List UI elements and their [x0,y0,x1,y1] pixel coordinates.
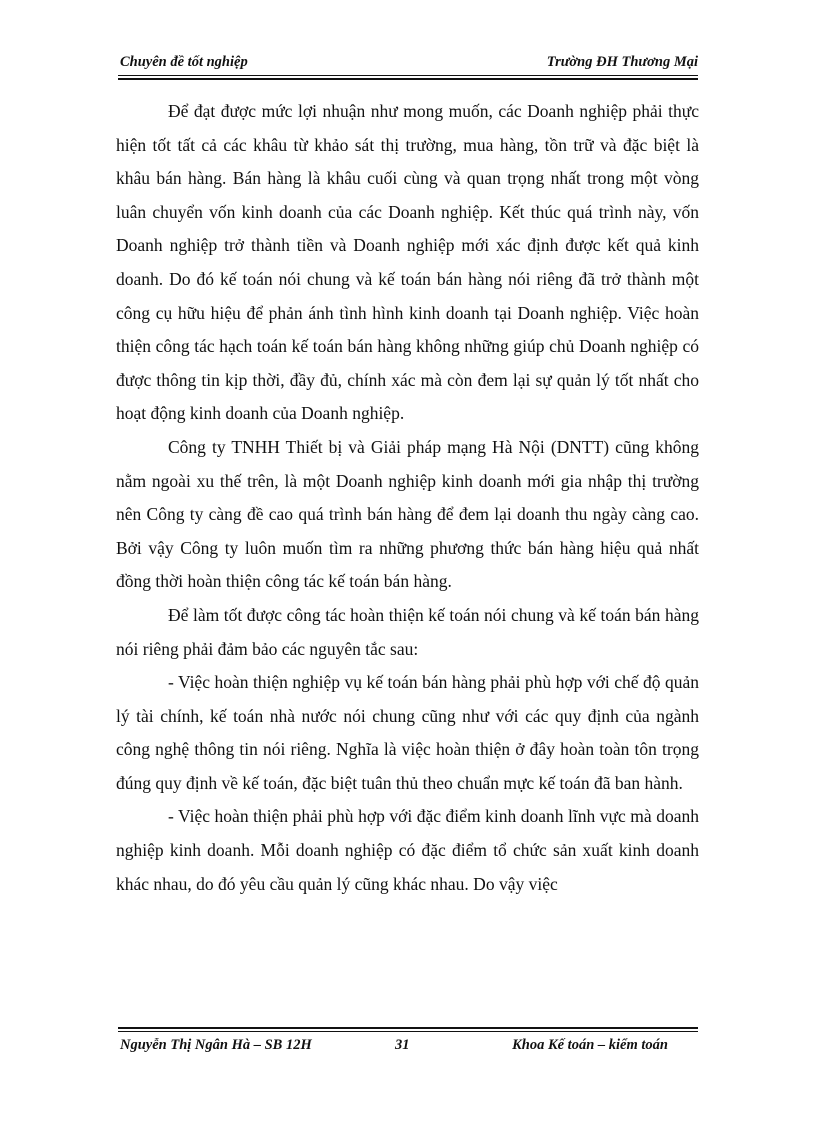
paragraph-2: Công ty TNHH Thiết bị và Giải pháp mạng Hà Nội (DNTT) cũng không nằm ngoài xu thế trên, là một Doanh nghiệp kinh doanh mới gia nhập thị trường nên Công ty càng đề cao quá trình bán hàng để đem lại doanh thu ngày càng cao. Bởi vậy Công ty luôn muốn tìm ra những phương thức bán hàng hiệu quả nhất đồng thời hoàn thiện công tác kế toán bán hàng. [116,436,699,592]
body-text [116,95,699,901]
footer-rule-thick [118,1027,698,1029]
footer-author: Nguyễn Thị Ngân Hà – SB 12H [120,1037,312,1053]
header-rule-thin [118,75,698,76]
page-number: 31 [395,1037,410,1053]
footer-department: Khoa Kế toán – kiểm toán [512,1037,668,1053]
paragraph-4: - Việc hoàn thiện nghiệp vụ kế toán bán hàng phải phù hợp với chế độ quản lý tài chính, kế toán nhà nước nói chung cũng như với các quy định của ngành công nghệ thông tin nói riêng. Nghĩa là việc hoàn thiện ở đây hoàn toàn tôn trọng đúng quy định về kế toán, đặc biệt tuân thủ theo chuẩn mực kế toán đã ban hành. [116,672,699,793]
header-right-title: Trường ĐH Thương Mại [546,54,698,70]
header-rule-thick [118,78,698,80]
footer-rule-thin [118,1031,698,1032]
paragraph-5: - Việc hoàn thiện phải phù hợp với đặc điểm kinh doanh lĩnh vực mà doanh nghiệp kinh doanh. Mỗi doanh nghiệp có đặc điểm tổ chức sản xuất kinh doanh khác nhau, do đó yêu cầu quản lý cũng khác nhau. Do vậy việc [116,806,699,894]
page-footer [118,1037,698,1059]
paragraph-1: Để đạt được mức lợi nhuận như mong muốn, các Doanh nghiệp phải thực hiện tốt tất cả các khâu từ khảo sát thị trường, mua hàng, tồn trữ và đặc biệt là khâu bán hàng. Bán hàng là khâu cuối cùng và quan trọng nhất trong một vòng luân chuyển vốn kinh doanh của các Doanh nghiệp. Kết thúc quá trình này, vốn Doanh nghiệp trở thành tiền và Doanh nghiệp mới xác định được kết quả kinh doanh. Do đó kế toán nói chung và kế toán bán hàng nói riêng đã trở thành một công cụ hữu hiệu để phản ánh tình hình kinh doanh tại Doanh nghiệp. Việc hoàn thiện công tác hạch toán kế toán bán hàng không những giúp chủ Doanh nghiệp có được thông tin kịp thời, đầy đủ, chính xác mà còn đem lại sự quản lý tốt nhất cho hoạt động kinh doanh của Doanh nghiệp. [116,101,699,424]
page-header [118,52,698,74]
paragraph-3: Để làm tốt được công tác hoàn thiện kế toán nói chung và kế toán bán hàng nói riêng phải đảm bảo các nguyên tắc sau: [116,604,699,659]
header-left-title: Chuyên đề tốt nghiệp [120,54,248,70]
